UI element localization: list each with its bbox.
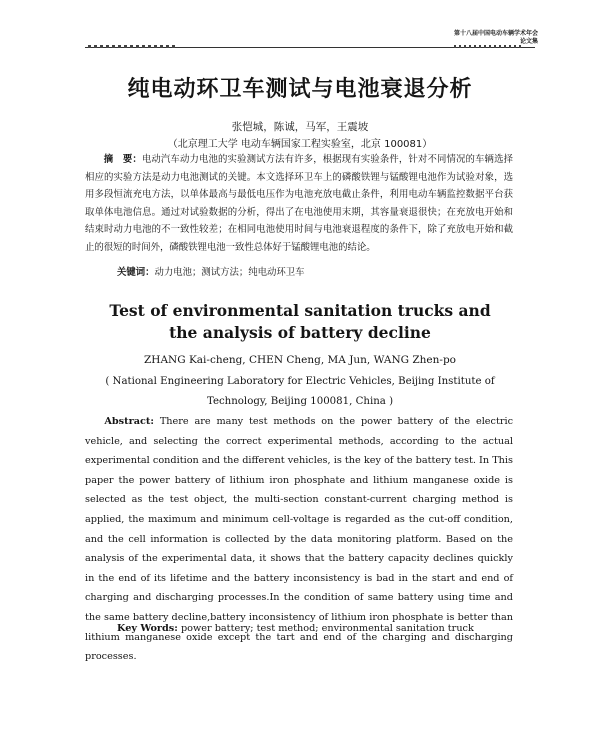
chinese-abstract-text: 电动汽车动力电池的实验测试方法有许多，根据现有实验条件，针对不同情况的车辆选择相应的实验方法是动力电池测试的关键。本文选择环卫车上的磷酸铁锂与锰酸锂电池作为试验对象，选用多段恒流充电方法，以单体最高与最低电压作为电池充放电截止条件，利用电动车辆监控数据平台获取单体电池信息。通过对试验数据的分析，得出了在电池使用末期，其容量衰退很快；在充放电开始和结束时动力电池的不一致性较差；在相同电池使用时间与电池衰退程度的条件下，除了充放电开始和截止的很短的时间外，磷酸铁锂电池一致性总体好于锰酸锂电池的结论。 — [85, 154, 513, 253]
chinese-abstract — [85, 151, 513, 257]
english-keywords-text: power battery; test method; environmental sanitation truck — [180, 623, 474, 634]
english-keywords — [117, 623, 513, 634]
chinese-keywords — [117, 264, 513, 278]
conference-name: 第十八届中国电动车辆学术年会 — [453, 30, 538, 37]
chinese-abstract-label: 摘 要： — [103, 154, 142, 165]
english-abstract-text: There are many test methods on the power battery of the electric vehicle, and selecting the correct experimental methods, according to the actual experimental condition and the different vehicles, is the key of the battery test. In This paper the power battery of lithium iron phosphate and lithium manganese oxide is selected as the test object, the multi-section constant-current charging method is applied, the maximum and minimum cell-voltage is regarded as the cut-off condition, and the cell information is collected by the data monitoring platform. Based on the analysis of the experimental data, it shows that the battery capacity declines quickly in the end of its lifetime and the battery inconsistency is bad in the start and end of charging and discharging processes.In the condition of same battery using time and the same battery decline,battery inconsistency of lithium iron phosphate is better than lithium manganese oxide except the tart and end of the charging and discharging processes. — [85, 416, 513, 663]
chinese-title: 纯电动环卫车测试与电池衰退分析 — [127, 77, 473, 102]
proceedings-label: 论文集 — [519, 38, 538, 45]
header-rule-decoration-right — [454, 45, 524, 48]
running-header — [454, 30, 538, 46]
english-authors: ZHANG Kai-cheng, CHEN Cheng, MA Jun, WANG Zhen-po — [144, 354, 456, 366]
english-abstract-label: Abstract: — [104, 416, 154, 427]
chinese-authors: 张恺城，陈诚，马军，王震坡 — [231, 121, 369, 133]
chinese-keywords-text: 动力电池；测试方法；纯电动环卫车 — [154, 267, 305, 278]
header-rule-decoration-left — [88, 45, 178, 48]
english-affiliation: ( National Engineering Laboratory for Electric Vehicles, Beijing Institute of Technology, Beijing 100081, China ) — [105, 376, 495, 407]
english-keywords-label: Key Words: — [117, 623, 178, 634]
chinese-affiliation: （北京理工大学 电动车辆国家工程实验室，北京 100081） — [167, 139, 433, 150]
english-title: Test of environmental sanitation trucks and the analysis of battery decline — [109, 301, 491, 342]
chinese-keywords-label: 关键词： — [117, 267, 155, 278]
